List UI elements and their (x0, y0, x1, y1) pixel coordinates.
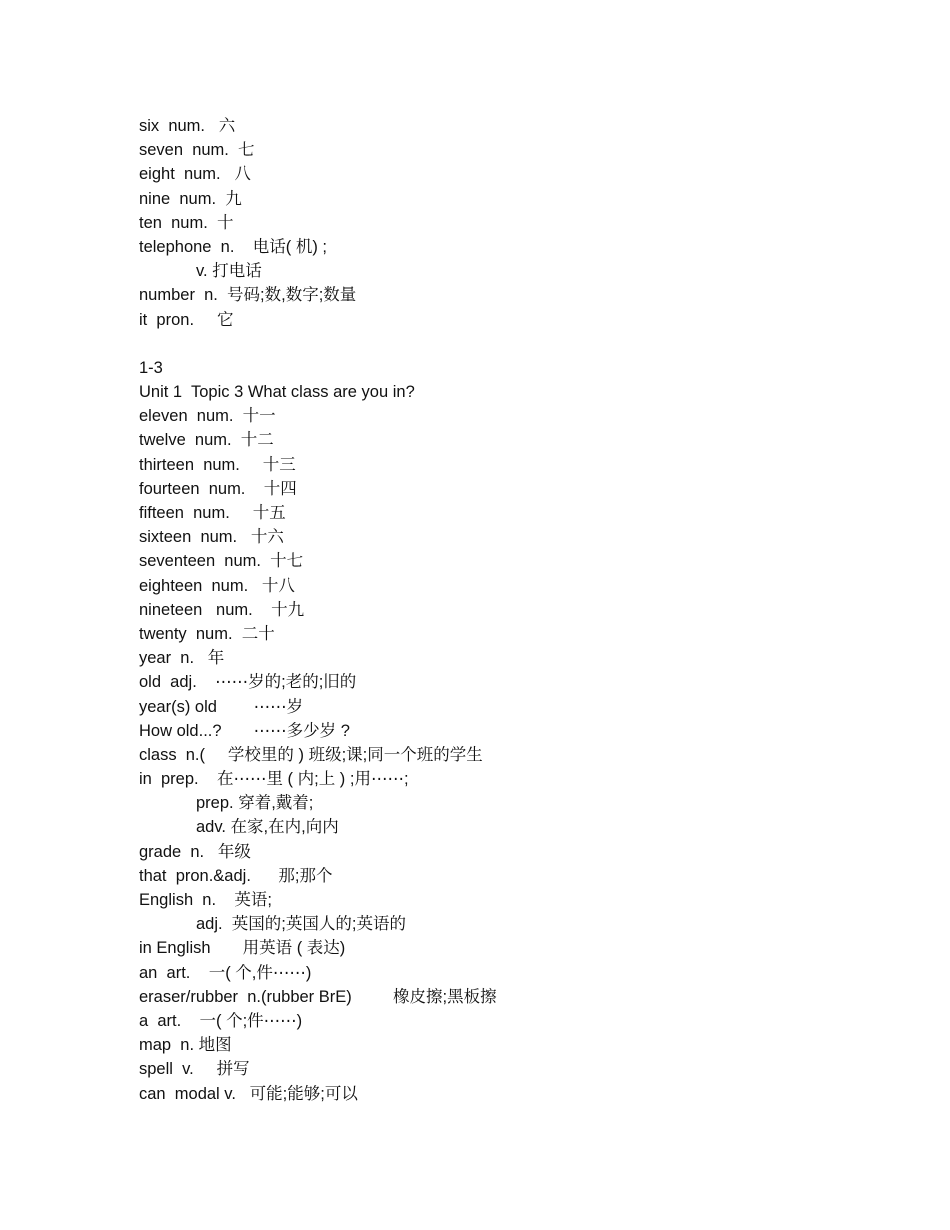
vocab-line: eighteen num. 十八 (139, 576, 295, 595)
vocab-line: fourteen num. 十四 (139, 479, 297, 498)
vocab-line: twenty num. 二十 (139, 624, 275, 643)
vocab-line: fifteen num. 十五 (139, 504, 286, 522)
vocab-line: eraser/rubber n.(rubber BrE) 橡皮擦;黑板擦 (139, 987, 497, 1006)
vocab-line: seventeen num. 十七 (139, 552, 304, 571)
vocab-line: How old...? ⋯⋯多少岁 ? (139, 721, 350, 740)
vocab-line: nineteen num. 十九 (139, 600, 305, 619)
vocab-line: grade n. 年级 (139, 842, 251, 861)
vocab-line: ten num. 十 (139, 213, 234, 232)
vocab-line: eight num. 八 (139, 165, 251, 184)
section-number: 1-3 (139, 358, 163, 377)
vocab-line-sense: adj. 英国的;英国人的;英语的 (196, 915, 406, 934)
vocab-line: spell v. 拼写 (139, 1060, 250, 1079)
vocab-line: nine num. 九 (139, 189, 242, 208)
blank-line (139, 332, 859, 356)
vocab-line-sense: adv. 在家,在内,向内 (196, 818, 339, 837)
vocab-line: a art. 一( 个;件⋯⋯) (139, 1011, 303, 1030)
vocab-line: year(s) old ⋯⋯岁 (139, 697, 304, 716)
vocab-line: seven num. 七 (139, 141, 255, 160)
vocab-line: number n. 号码;数,数字;数量 (139, 286, 357, 305)
vocabulary-list (139, 114, 859, 1106)
vocab-line: thirteen num. 十三 (139, 455, 296, 474)
vocab-line-sense: v. 打电话 (196, 262, 262, 281)
vocab-line: eleven num. 十一 (139, 407, 276, 426)
vocab-line: can modal v. 可能;能够;可以 (139, 1084, 358, 1103)
vocab-line: map n. 地图 (139, 1036, 232, 1055)
vocab-line-sense: prep. 穿着,戴着; (196, 794, 314, 813)
vocab-line: sixteen num. 十六 (139, 528, 284, 547)
vocab-line: class n.( 学校里的 ) 班级;课;同一个班的学生 (139, 745, 483, 764)
vocab-line: telephone n. 电话( 机) ; (139, 237, 327, 256)
vocab-line: year n. 年 (139, 649, 225, 668)
vocab-line: old adj. ⋯⋯岁的;老的;旧的 (139, 673, 357, 692)
vocab-line: in prep. 在⋯⋯里 ( 内;上 ) ;用⋯⋯; (139, 770, 409, 789)
section-title: Unit 1 Topic 3 What class are you in? (139, 383, 415, 402)
vocab-line: twelve num. 十二 (139, 431, 274, 450)
vocab-line: six num. 六 (139, 117, 236, 135)
vocab-line: an art. 一( 个,件⋯⋯) (139, 963, 312, 982)
vocab-line: English n. 英语; (139, 891, 272, 909)
vocab-line: in English 用英语 ( 表达) (139, 939, 346, 958)
vocab-line: it pron. 它 (139, 310, 234, 329)
vocab-line: that pron.&adj. 那;那个 (139, 866, 333, 885)
